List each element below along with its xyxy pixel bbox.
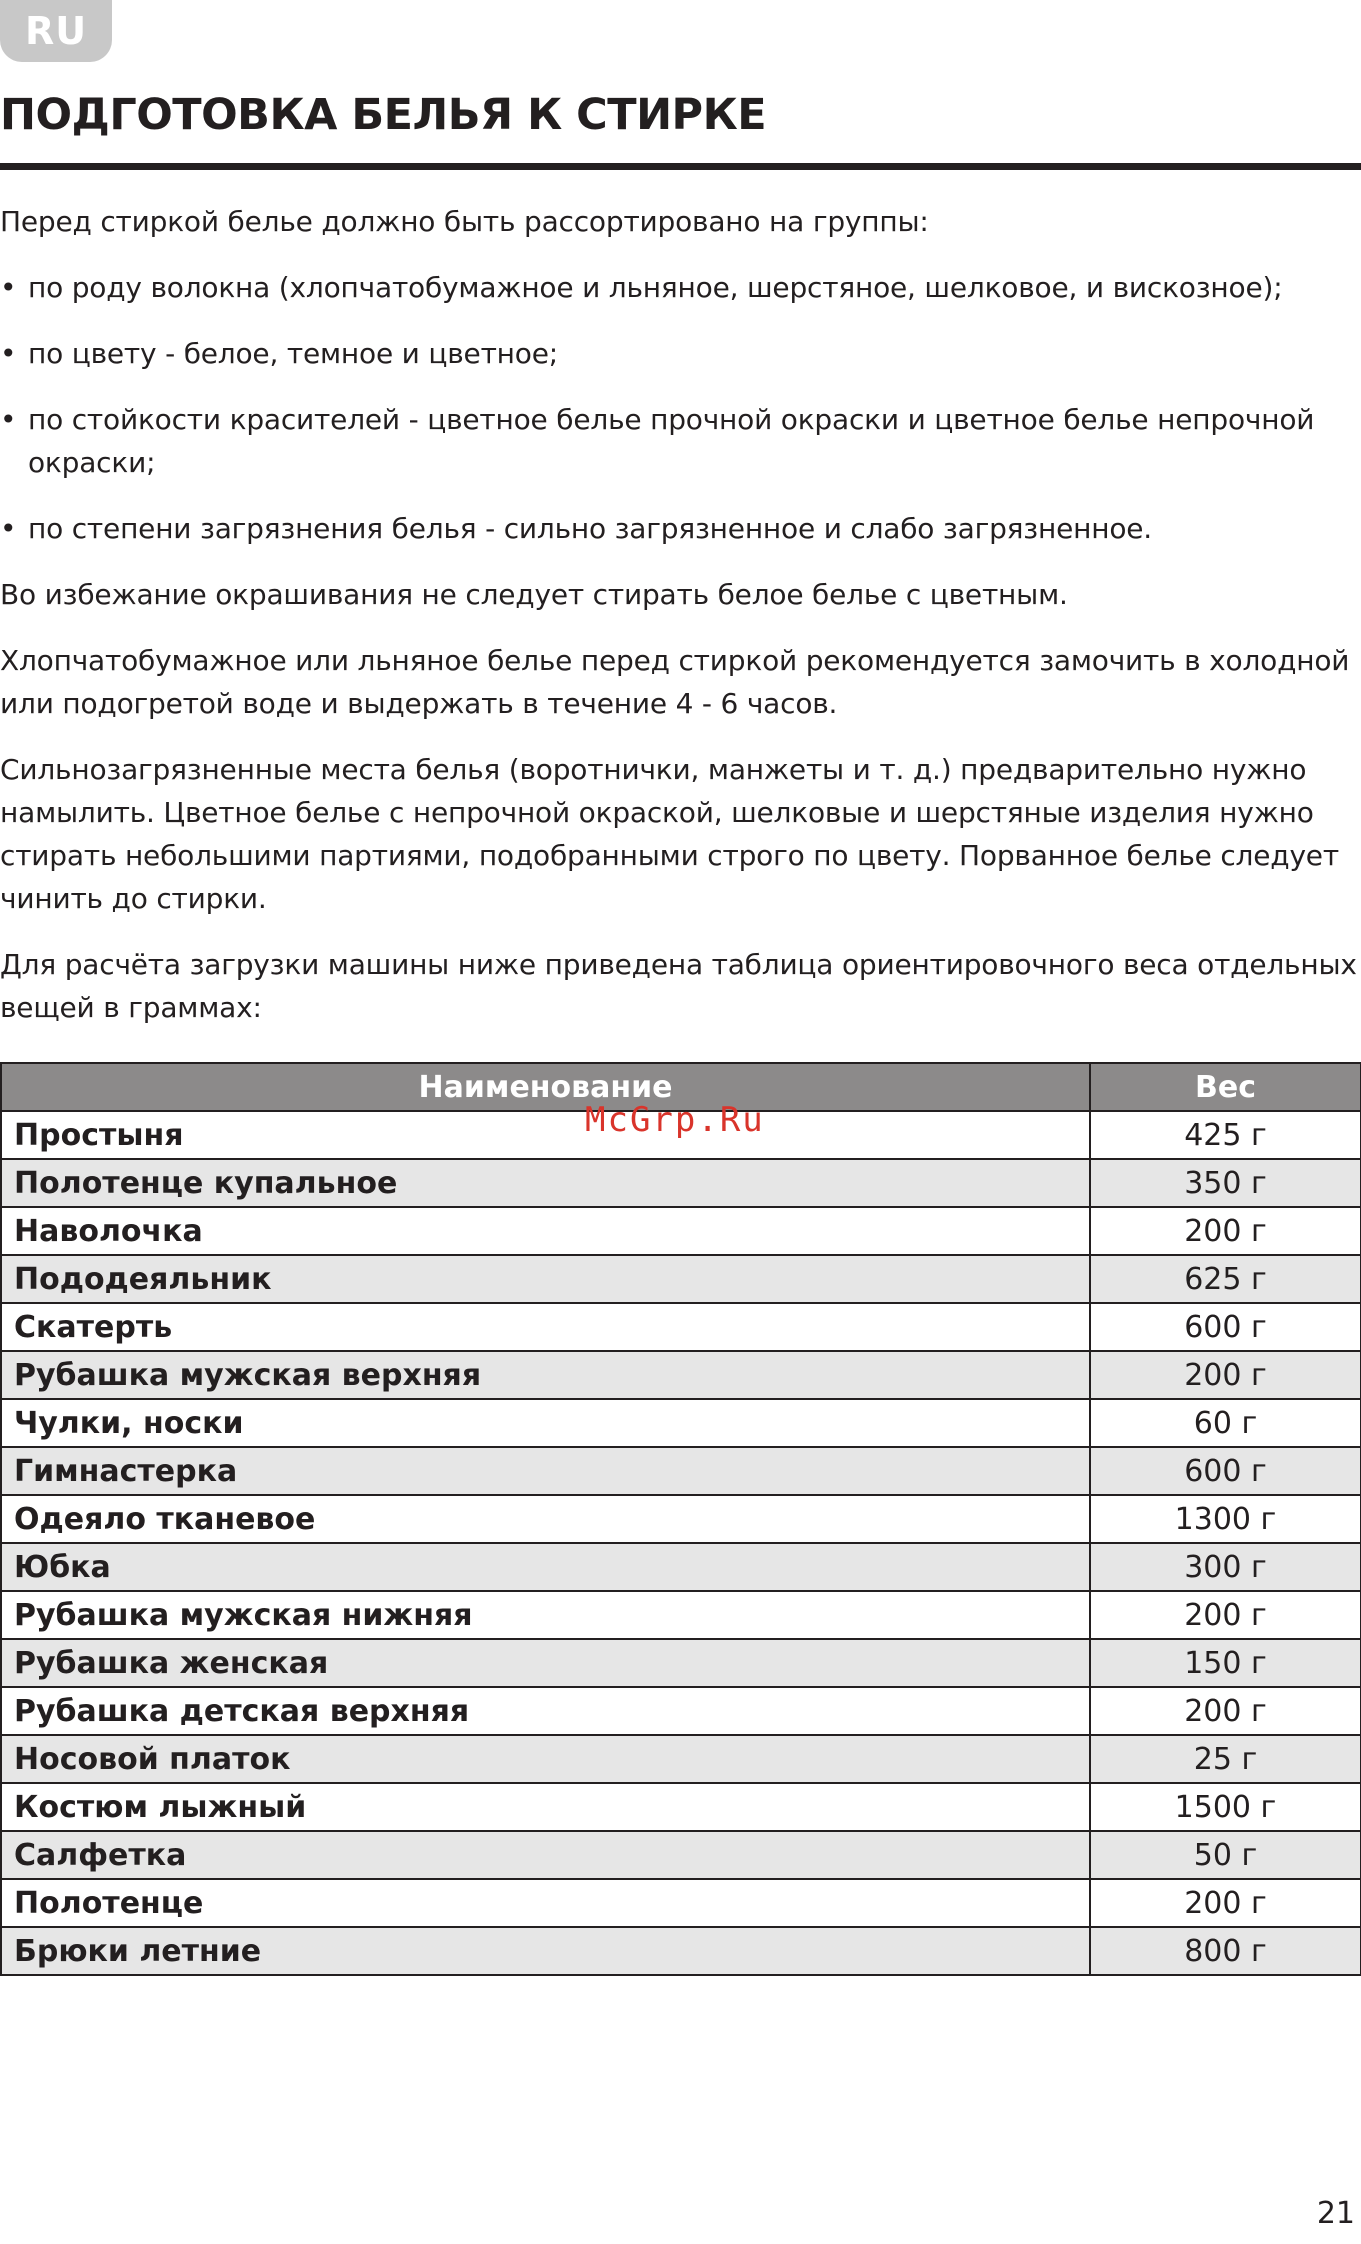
- table-row: [1, 1591, 1361, 1639]
- table-row: [1, 1495, 1361, 1543]
- item-name-cell: Салфетка: [1, 1831, 1090, 1879]
- item-weight-cell: 200 г: [1090, 1207, 1361, 1255]
- table-row: [1, 1255, 1361, 1303]
- item-weight-cell: 350 г: [1090, 1159, 1361, 1207]
- page-number: 21: [1316, 2196, 1355, 2231]
- weight-table-container: [0, 1062, 1361, 1976]
- item-name-cell: Одеяло тканевое: [1, 1495, 1090, 1543]
- item-weight-cell: 200 г: [1090, 1687, 1361, 1735]
- item-weight-cell: 200 г: [1090, 1591, 1361, 1639]
- item-name-cell: Пододеяльник: [1, 1255, 1090, 1303]
- table-row: [1, 1303, 1361, 1351]
- title-rule: [0, 163, 1361, 170]
- item-name-cell: Рубашка женская: [1, 1639, 1090, 1687]
- table-row: [1, 1399, 1361, 1447]
- body-text: [0, 200, 1361, 1052]
- item-weight-cell: 625 г: [1090, 1255, 1361, 1303]
- list-item: • по роду волокна (хлопчатобумажное и льняное, шерстяное, шелковое, и вискозное);: [0, 266, 1361, 309]
- item-name-cell: Рубашка мужская верхняя: [1, 1351, 1090, 1399]
- table-row: [1, 1831, 1361, 1879]
- list-item: • по степени загрязнения белья - сильно загрязненное и слабо загрязненное.: [0, 507, 1361, 550]
- table-row: [1, 1879, 1361, 1927]
- paragraph-color-warning: Во избежание окрашивания не следует стирать белое белье с цветным.: [0, 578, 1068, 611]
- bullet-icon: •: [0, 271, 17, 304]
- paragraph-table-intro: Для расчёта загрузки машины ниже приведена таблица ориентировочного веса отдельных вещей в граммах:: [0, 948, 1357, 1024]
- item-weight-cell: 300 г: [1090, 1543, 1361, 1591]
- table-row: [1, 1927, 1361, 1975]
- language-badge: RU: [0, 0, 112, 62]
- item-name-cell: Простыня: [1, 1111, 1090, 1159]
- item-weight-cell: 200 г: [1090, 1351, 1361, 1399]
- item-weight-cell: 425 г: [1090, 1111, 1361, 1159]
- weight-table: [0, 1062, 1361, 1976]
- paragraph-pretreatment: Сильнозагрязненные места белья (воротнички, манжеты и т. д.) предварительно нужно намылить. Цветное белье с непрочной окраской, шелковые и шерстяные изделия нужно стирать небольшими партиями, подобранными строго по цвету. Порванное белье следует чинить до стирки.: [0, 753, 1339, 915]
- item-weight-cell: 60 г: [1090, 1399, 1361, 1447]
- item-weight-cell: 1300 г: [1090, 1495, 1361, 1543]
- item-name-cell: Рубашка детская верхняя: [1, 1687, 1090, 1735]
- table-row: [1, 1687, 1361, 1735]
- item-name-cell: Наволочка: [1, 1207, 1090, 1255]
- item-weight-cell: 150 г: [1090, 1639, 1361, 1687]
- item-weight-cell: 600 г: [1090, 1303, 1361, 1351]
- table-row: [1, 1735, 1361, 1783]
- table-row: [1, 1543, 1361, 1591]
- table-row: [1, 1447, 1361, 1495]
- paragraph-soaking: Хлопчатобумажное или льняное белье перед стиркой рекомендуется замочить в холодной или подогретой воде и выдержать в течение 4 - 6 часов.: [0, 644, 1350, 720]
- table-row: [1, 1639, 1361, 1687]
- header-item-name: Наименование: [1, 1063, 1090, 1111]
- table-row: [1, 1783, 1361, 1831]
- table-row: [1, 1351, 1361, 1399]
- item-weight-cell: 600 г: [1090, 1447, 1361, 1495]
- header-weight: Вес: [1090, 1063, 1361, 1111]
- bullet-icon: •: [0, 512, 17, 545]
- item-name-cell: Скатерть: [1, 1303, 1090, 1351]
- item-weight-cell: 200 г: [1090, 1879, 1361, 1927]
- table-row: [1, 1159, 1361, 1207]
- list-item: • по стойкости красителей - цветное белье прочной окраски и цветное белье непрочной окраски;: [0, 398, 1361, 484]
- item-name-cell: Полотенце: [1, 1879, 1090, 1927]
- item-weight-cell: 1500 г: [1090, 1783, 1361, 1831]
- item-name-cell: Полотенце купальное: [1, 1159, 1090, 1207]
- table-body: [1, 1111, 1361, 1975]
- intro-paragraph: Перед стиркой белье должно быть рассортировано на группы:: [0, 205, 929, 238]
- item-name-cell: Гимнастерка: [1, 1447, 1090, 1495]
- watermark: McGrp.Ru: [585, 1100, 765, 1140]
- item-name-cell: Юбка: [1, 1543, 1090, 1591]
- item-weight-cell: 50 г: [1090, 1831, 1361, 1879]
- list-item: • по цвету - белое, темное и цветное;: [0, 332, 1361, 375]
- item-name-cell: Чулки, носки: [1, 1399, 1090, 1447]
- page-title: ПОДГОТОВКА БЕЛЬЯ К СТИРКЕ: [0, 90, 767, 140]
- item-name-cell: Костюм лыжный: [1, 1783, 1090, 1831]
- item-weight-cell: 25 г: [1090, 1735, 1361, 1783]
- bullet-icon: •: [0, 403, 17, 436]
- item-weight-cell: 800 г: [1090, 1927, 1361, 1975]
- sorting-list: [0, 266, 1361, 550]
- bullet-icon: •: [0, 337, 17, 370]
- item-name-cell: Носовой платок: [1, 1735, 1090, 1783]
- table-row: [1, 1207, 1361, 1255]
- item-name-cell: Брюки летние: [1, 1927, 1090, 1975]
- item-name-cell: Рубашка мужская нижняя: [1, 1591, 1090, 1639]
